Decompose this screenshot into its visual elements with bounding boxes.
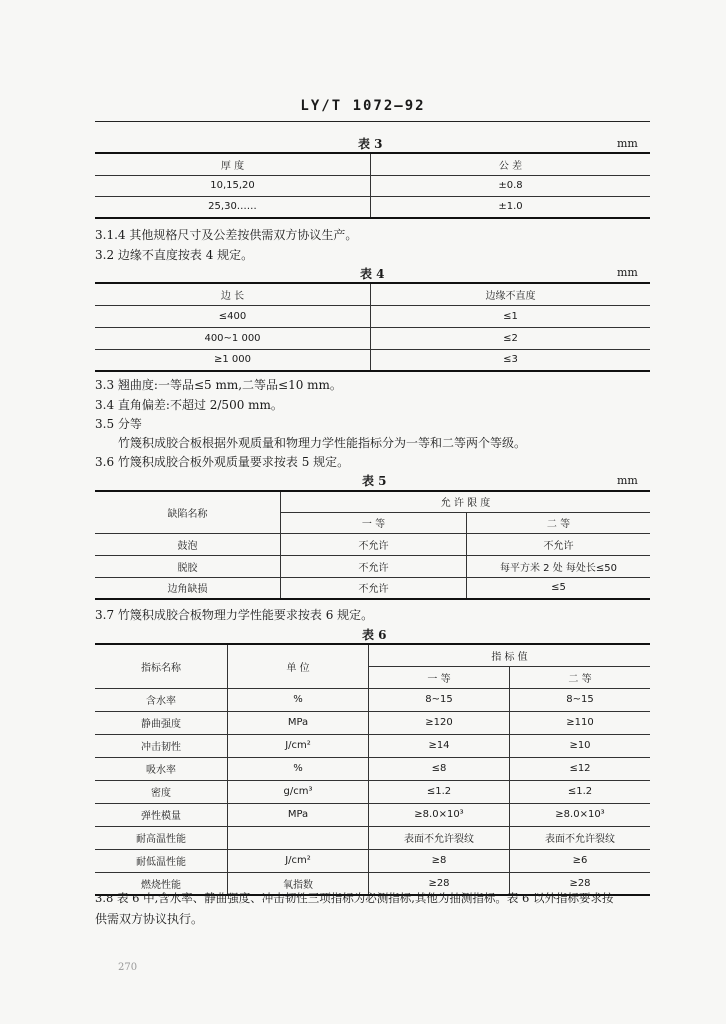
table4-caption: 表 4 [360,267,385,281]
table-cell: ≤400 [95,305,371,327]
table-header-cell: 公 差 [371,153,651,175]
table-cell: 400~1 000 [95,327,371,349]
table-row [95,688,650,711]
table5-caption: 表 5 [362,474,387,488]
table4 [95,282,650,372]
table-cell: 含水率 [95,688,228,711]
table-header-cell: 边缘不直度 [371,283,651,305]
table-cell: ≥8.0×10³ [510,803,651,826]
table-cell: 密度 [95,780,228,803]
table-cell: 表面不允许裂纹 [510,826,651,849]
table-row [95,327,650,349]
clause-3-8-line1: 3.8 表 6 中,含水率、静曲强度、冲击韧性三项指标为必测指标,其他为抽测指标。表 6 以外指标要求按 [95,891,614,905]
table6 [95,643,650,896]
table-cell: ≥10 [510,734,651,757]
table-cell: 表面不允许裂纹 [369,826,510,849]
table-cell: ≤8 [369,757,510,780]
table-cell: 脱胶 [95,555,281,577]
table-cell: 10,15,20 [95,175,371,196]
table-header-row [95,644,650,666]
table-cell: 氧指数 [228,872,369,895]
clause-3-1-4: 3.1.4 其他规格尺寸及公差按供需双方协议生产。 [95,228,358,242]
table5 [95,490,650,600]
table-cell: ≥14 [369,734,510,757]
table-header-cell: 二 等 [467,512,651,533]
table-row [95,780,650,803]
header-rule [95,121,650,122]
clause-3-2: 3.2 边缘不直度按表 4 规定。 [95,248,254,262]
table-cell: MPa [228,711,369,734]
table-cell: ≤1 [371,305,651,327]
table-cell: 8~15 [369,688,510,711]
table-header-cell: 一 等 [369,666,510,688]
table-cell: 每平方米 2 处 每处长≤50 [467,555,651,577]
clause-3-5-text: 竹篾积成胶合板根据外观质量和物理力学性能指标分为一等和二等两个等级。 [118,436,527,450]
table-cell: ≥28 [510,872,651,895]
table-row [95,826,650,849]
table-header-cell: 厚 度 [95,153,371,175]
table-cell: ≥1 000 [95,349,371,371]
table-row [95,757,650,780]
table-row [95,577,650,599]
table-cell: 弹性模量 [95,803,228,826]
table-cell: 25,30…… [95,196,371,218]
clause-3-7: 3.7 竹篾积成胶合板物理力学性能要求按表 6 规定。 [95,608,374,622]
table-header-cell: 单 位 [228,644,369,688]
table6-caption: 表 6 [362,628,387,642]
table-cell [228,826,369,849]
table-row [95,196,650,218]
table-cell: ≤5 [467,577,651,599]
table-cell: 冲击韧性 [95,734,228,757]
table-cell: 不允许 [281,555,467,577]
table-cell: % [228,688,369,711]
clause-3-4: 3.4 直角偏差:不超过 2/500 mm。 [95,398,283,412]
table-cell: g/cm³ [228,780,369,803]
table-cell: ≤1.2 [510,780,651,803]
table-cell: % [228,757,369,780]
table-header-cell: 缺陷名称 [95,491,281,533]
table-cell: 静曲强度 [95,711,228,734]
table-header-cell: 二 等 [510,666,651,688]
table-row [95,849,650,872]
table-cell: 8~15 [510,688,651,711]
table3-caption: 表 3 [358,137,383,151]
clause-3-5: 3.5 分等 [95,417,142,431]
clause-3-3: 3.3 翘曲度:一等品≤5 mm,二等品≤10 mm。 [95,378,342,392]
table-row [95,349,650,371]
table-cell: 不允许 [281,533,467,555]
table-cell: ≤2 [371,327,651,349]
table-header-group: 指 标 值 [369,644,651,666]
table-cell: ≤12 [510,757,651,780]
clause-3-6: 3.6 竹篾积成胶合板外观质量要求按表 5 规定。 [95,455,350,469]
standard-code-header: LY/T 1072—92 [300,98,426,114]
table-cell: 不允许 [467,533,651,555]
table5-unit: mm [617,474,638,487]
table-cell: ≥8.0×10³ [369,803,510,826]
clause-3-8-line2: 供需双方协议执行。 [95,912,204,926]
table3-unit: mm [617,137,638,150]
table-cell: 不允许 [281,577,467,599]
page-number: 270 [118,962,138,973]
table-cell: J/cm² [228,734,369,757]
table-cell: 耐高温性能 [95,826,228,849]
table-header-cell: 一 等 [281,512,467,533]
table-cell: 鼓泡 [95,533,281,555]
table-header-cell: 指标名称 [95,644,228,688]
table-cell: 燃烧性能 [95,872,228,895]
table-cell: ≤1.2 [369,780,510,803]
table-row [95,175,650,196]
table-cell: 边角缺损 [95,577,281,599]
table-row [95,711,650,734]
table-header-row [95,283,650,305]
table-cell: ≤3 [371,349,651,371]
table-cell: ≥28 [369,872,510,895]
table3 [95,152,650,219]
table-header-row [95,491,650,512]
table-cell: 吸水率 [95,757,228,780]
table-row [95,803,650,826]
table-cell: ±1.0 [371,196,651,218]
table-cell: ≥8 [369,849,510,872]
table4-unit: mm [617,266,638,279]
table-header-group: 允 许 限 度 [281,491,651,512]
table-header-cell: 边 长 [95,283,371,305]
table-cell: J/cm² [228,849,369,872]
table-cell: ≥110 [510,711,651,734]
table-cell: MPa [228,803,369,826]
table-header-row [95,153,650,175]
table-row [95,555,650,577]
table-row [95,734,650,757]
table-cell: ≥6 [510,849,651,872]
table-cell: ±0.8 [371,175,651,196]
table-row [95,533,650,555]
table-row [95,305,650,327]
table-cell: ≥120 [369,711,510,734]
table-cell: 耐低温性能 [95,849,228,872]
